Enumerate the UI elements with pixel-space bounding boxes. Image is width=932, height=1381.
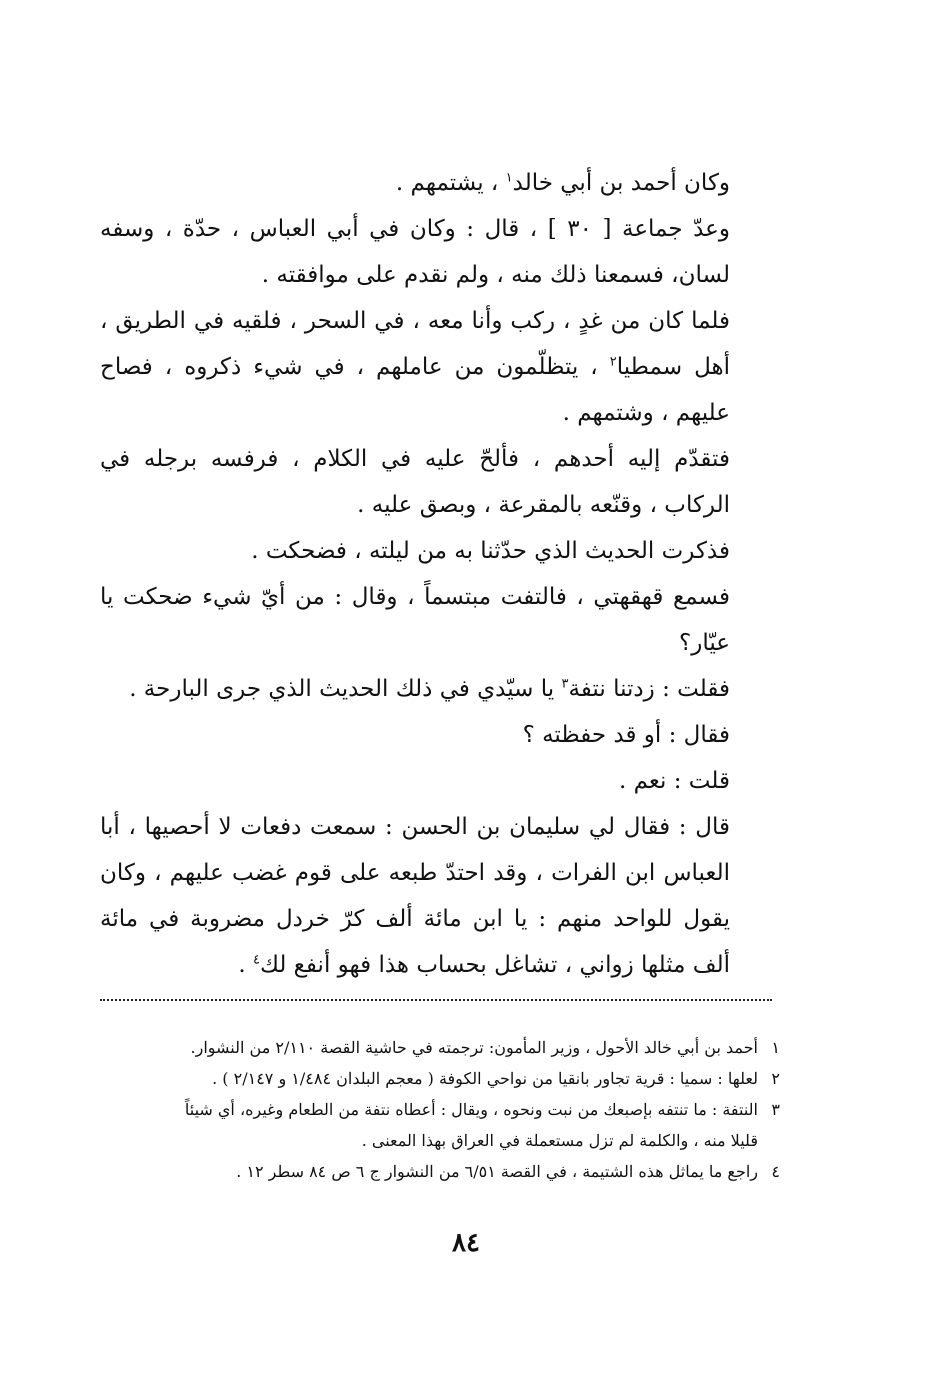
paragraph-10 [100, 804, 780, 988]
text-run: ، يتظلّمون من عاملهم ، في شيء ذكروه ، فصاح عليهم ، وشتمهم . [100, 354, 730, 426]
footnote-4 [100, 1156, 780, 1187]
footnote-number: ٢ [771, 1069, 780, 1088]
text-run: فقلت : زدتنا نتفة [568, 676, 730, 702]
footnote-text: أحمد بن أبي خالد الأحول ، وزير المأمون: ترجمته في حاشية القصة ٢/١١٠ من النشوار. [190, 1038, 758, 1057]
main-text [100, 160, 780, 988]
footnote-number: ١ [771, 1038, 780, 1057]
text-run: ، يشتمهم . [395, 170, 499, 196]
footnote-3-continuation: قليلا منه ، والكلمة لم تزل مستعملة في العراق بهذا المعنى . [361, 1131, 758, 1150]
text-run: يا سيّدي في ذلك الحديث الذي جرى البارحة . [129, 676, 555, 702]
footnotes [100, 1032, 780, 1187]
footnote-text: النتفة : ما تنتفه بإصبعك من نبت ونحوه ، ويقال : أعطاه نتفة من الطعام وغيره، أي شيئاً [184, 1100, 758, 1119]
paragraph-2: وعدّ جماعة [ ٣٠ ] ، قال : وكان في أبي العباس ، حدّة ، وسفه لسان، فسمعنا ذلك منه ، ولم نقدم على موافقته . [100, 216, 730, 288]
paragraph-8: فقال : أو قد حفظته ؟ [522, 722, 730, 748]
footnote-text: لعلها : سميا : قرية تجاور بانقيا من نواحي الكوفة ( معجم البلدان ١/٤٨٤ و ٢/١٤٧ ) . [212, 1069, 758, 1088]
text-run: فلما كان من غدٍ ، ركب وأنا معه ، في السحر ، فلقيه في الطريق ، أهل سمطيا [100, 308, 731, 380]
paragraph-7 [100, 666, 780, 712]
text-run: وكان أحمد بن أبي خالد [512, 170, 730, 196]
footnote-mark-3: ٣ [561, 676, 569, 692]
footnote-mark-1: ١ [505, 170, 513, 186]
text-run: قال : فقال لي سليمان بن الحسن : سمعت دفعات لا أحصيها ، أبا العباس ابن الفرات ، وقد احتدّ طبعه على قوم غضب عليهم ، وكان يقول للواحد منهم : يا ابن مائة ألف كرّ خردل مضروبة في مائة ألف مثلها زواني ، تشاغل بحساب هذا فهو أنفع لك [100, 814, 730, 978]
footnote-2 [100, 1063, 780, 1094]
paragraph-5: فذكرت الحديث الذي حدّثنا به من ليلته ، فضحكت . [251, 538, 730, 564]
footnote-1 [100, 1032, 780, 1063]
paragraph-3 [100, 298, 780, 436]
paragraph-1 [100, 160, 780, 206]
footnote-3 [100, 1094, 780, 1125]
footnote-number: ٤ [771, 1162, 780, 1181]
footnote-number: ٣ [771, 1100, 780, 1119]
paragraph-4: فتقدّم إليه أحدهم ، فألحّ عليه في الكلام ، فرفسه برجله في الركاب ، وقنّعه بالمقرعة ، وبصق عليه . [100, 446, 730, 518]
footnote-mark-2: ٢ [609, 354, 617, 370]
paragraph-9: قلت : نعم . [619, 768, 730, 794]
text-run: . [238, 952, 246, 978]
paragraph-6: فسمع قهقهتي ، فالتفت مبتسماً ، وقال : من أيّ شيء ضحكت يا عيّار؟ [100, 584, 730, 656]
footnote-mark-4: ٤ [252, 952, 260, 968]
page-number: ٨٤ [452, 1228, 480, 1258]
footnote-text: راجع ما يماثل هذه الشتيمة ، في القصة ٦/٥١ من النشوار ج ٦ ص ٨٤ سطر ١٢ . [236, 1162, 758, 1181]
footnote-divider [100, 999, 772, 1001]
